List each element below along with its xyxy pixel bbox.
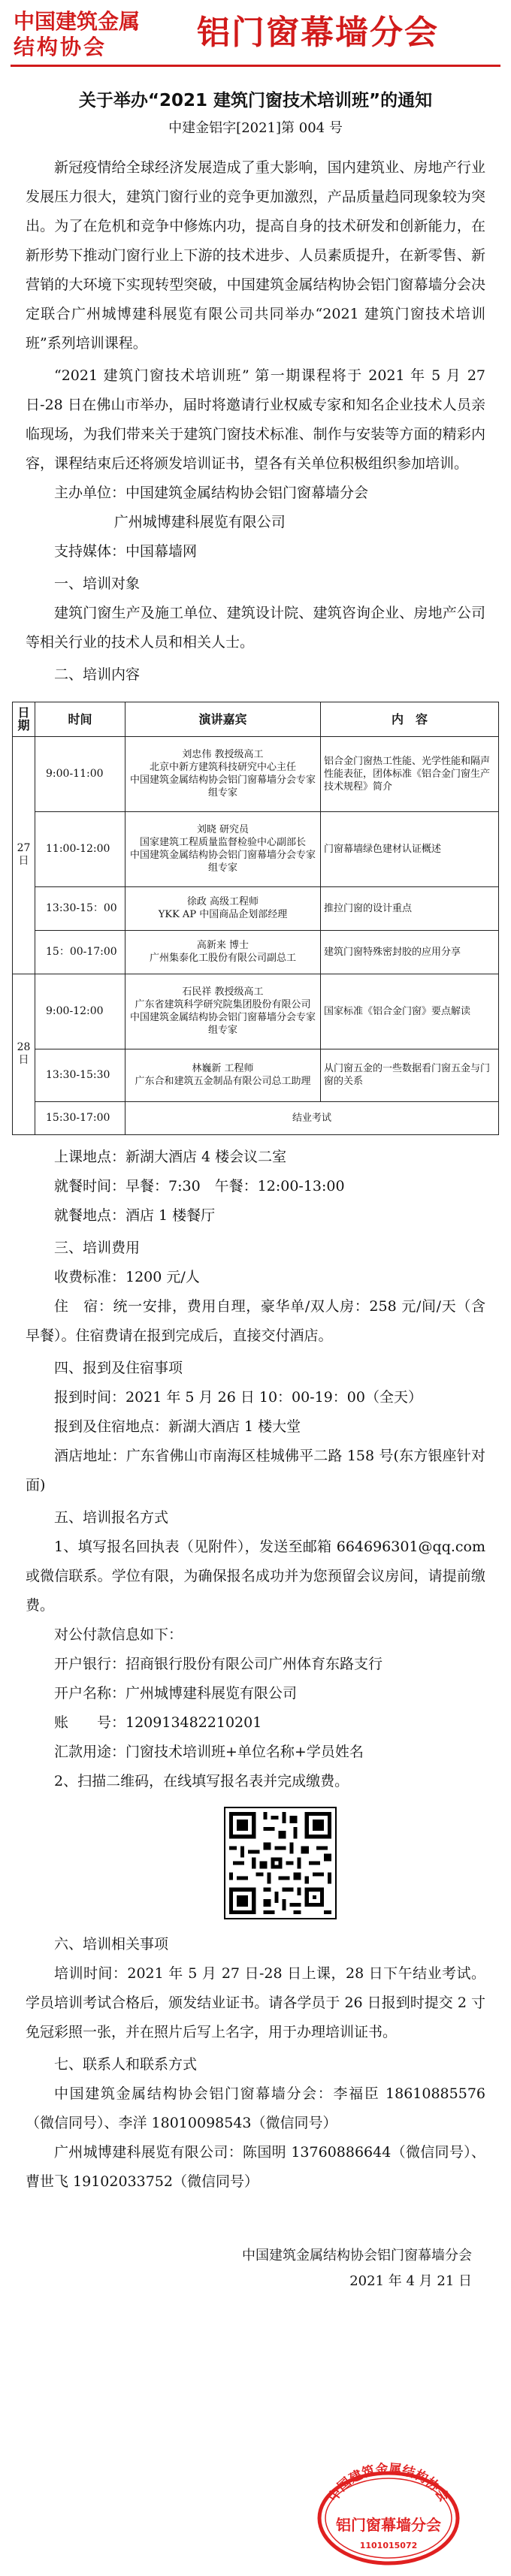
section-contact-title: 七、联系人和联系方式 [54,2055,198,2073]
signature-block [0,2243,511,2294]
letterhead [0,0,511,69]
section-fee-title: 三、培训费用 [54,1239,141,1256]
fee-standard: 收费标准：1200 元/人 [54,1268,200,1285]
topic-cell: 门窗幕墙绿色建材认证概述 [321,811,499,886]
signup-step-2: 2、扫描二维码，在线填写报名表并完成缴费。 [54,1772,349,1789]
topic-cell: 建筑门窗特殊密封胶的应用分享 [321,930,499,974]
payment-remark: 汇款用途：门窗技术培训班+单位名称+学员姓名 [54,1743,364,1760]
official-seal [310,2455,467,2566]
header-content: 内 容 [321,702,499,736]
topic-cell: 推拉门窗的设计重点 [321,886,499,930]
day-28-cell: 28日 [13,974,35,1134]
document-number: 中建金铝字[2021]第 004 号 [168,119,343,136]
contact-2: 广州城博建科展览有限公司：陈国明 13760886644（微信同号）、曹世飞 19102033752（微信同号） [26,2143,485,2190]
speaker-cell [125,886,321,930]
speaker-line: 广州集泰化工股份有限公司副总工 [149,953,296,965]
speaker-line: 高新来 博士 [196,940,249,952]
speaker-cell [125,930,321,974]
seal-arc-text [325,2461,452,2505]
table-row [13,1049,499,1101]
intro-paragraph-2: “2021 建筑门窗技术培训班” 第一期课程将于 2021 年 5 月 27 日-28 日在佛山市举办，届时将邀请行业权威专家和知名企业技术人员亲临现场，为我们带来关于建筑门窗技术标准、制作与安装等方面的精彩内容，课程结束后还将颁发培训证书，望各有关单位积极组织参加培训。 [26,367,485,472]
day-27-cell: 27日 [13,736,35,974]
association-name-line2: 结构协会 [14,35,107,59]
contact-1: 中国建筑金属结构协会铝门窗幕墙分会：李福臣 18610885576（微信同号）、李洋 18010098543（微信同号） [26,2085,485,2131]
speaker-line: 刘晓 研究员 [196,824,249,836]
schedule-table [12,702,499,1135]
organizer-line [26,479,485,508]
section-signup-title: 五、培训报名方式 [54,1508,169,1526]
header-divider [11,65,500,67]
speaker-line: 石民祥 教授级高工 [182,986,264,998]
speaker-line: 刘忠伟 教授级高工 [182,749,264,761]
time-cell: 13:30-15:30 [35,1049,125,1101]
seal-arc-textpath: 中国建筑金属结构协会 [325,2461,452,2505]
qr-code-graphic [225,1808,335,1918]
meal-time: 就餐时间：早餐：7:30 午餐：12:00-13:00 [54,1177,345,1194]
seal-center-text: 铝门窗幕墙分会 [336,2516,441,2534]
meal-place: 就餐地点：酒店 1 楼餐厅 [54,1206,216,1224]
schedule-header-row [13,702,499,736]
header-time: 时间 [35,702,125,736]
time-cell: 9:00-11:00 [35,736,125,811]
topic-cell: 从门窗五金的一些数据看门窗五金与门窗的关系 [321,1049,499,1101]
organizer-label: 主办单位： [54,484,126,501]
hotel-address: 酒店地址：广东省佛山市南海区桂城佛平二路 158 号(东方银座针对面) [26,1447,485,1493]
section-audience-title: 一、培训对象 [54,575,141,592]
support-media: 支持媒体：中国幕墙网 [54,542,198,560]
venue-location: 上课地点：新湖大酒店 4 楼会议二室 [54,1148,287,1165]
table-row [13,811,499,886]
speaker-line: 中国建筑金属结构协会铝门窗幕墙分会专家组专家 [129,1012,316,1037]
branch-name: 铝门窗幕墙分会 [197,14,439,52]
registration-qr-code[interactable] [224,1807,337,1919]
notice-body-continued [0,1143,511,1796]
signature-date: 2021 年 4 月 21 日 [349,2272,472,2289]
speaker-line: YKK AP 中国商品企划部经理 [158,909,288,921]
header-speaker: 演讲嘉宾 [125,702,321,736]
table-row [13,736,499,811]
time-cell: 9:00-12:00 [35,974,125,1049]
association-name [14,9,186,60]
topic-cell: 结业考试 [125,1101,499,1134]
section-audience-body: 建筑门窗生产及施工单位、建筑设计院、建筑咨询企业、房地产公司等相关行业的技术人员和相关人士。 [26,604,485,651]
topic-cell: 国家标准《铝合金门窗》要点解读 [321,974,499,1049]
speaker-cell [125,736,321,811]
speaker-cell [125,1049,321,1101]
time-cell: 11:00-12:00 [35,811,125,886]
table-row [13,886,499,930]
topic-cell: 铝合金门窗热工性能、光学性能和隔声性能表征，团体标准《铝合金门窗生产技术规程》简介 [321,736,499,811]
speaker-line: 广东合和建筑五金制品有限公司总工助理 [135,1076,311,1088]
table-row [13,974,499,1049]
time-cell: 15:30-17:00 [35,1101,125,1134]
notice-title: 关于举办“2021 建筑门窗技术培训班”的通知 [78,91,433,110]
notice-body [0,153,511,690]
section-content-title: 二、培训内容 [54,666,141,683]
association-name-line1: 中国建筑金属 [14,9,141,34]
organizer-2: 广州城博建科展览有限公司 [113,513,286,530]
bank-name: 开户银行：招商银行股份有限公司广州体育东路支行 [54,1655,383,1672]
speaker-line: 国家建筑工程质量监督检验中心副部长 [139,837,306,849]
seal-code: 1101015072 [359,2541,418,2550]
speaker-cell [125,974,321,1049]
account-name: 开户名称：广州城博建科展览有限公司 [54,1684,298,1702]
speaker-line: 中国建筑金属结构协会铝门窗幕墙分会专家组专家 [129,850,316,874]
time-cell: 13:30-15：00 [35,886,125,930]
speaker-line: 广东省建筑科学研究院集团股份有限公司 [135,999,311,1011]
notice-body-final [0,1930,511,2197]
section-registration-title: 四、报到及住宿事项 [54,1359,183,1376]
speaker-line: 林巍新 工程师 [192,1063,254,1075]
registration-place: 报到及住宿地点：新湖大酒店 1 楼大堂 [54,1418,301,1435]
lodging-info: 住 宿：统一安排，费用自理，豪华单/双人房：258 元/间/天（含早餐）。住宿费请在报到完成后，直接交付酒店。 [26,1297,485,1344]
payment-info-title: 对公付款信息如下： [54,1626,183,1643]
organizer-1: 中国建筑金属结构协会铝门窗幕墙分会 [125,484,369,501]
speaker-line: 徐政 高级工程师 [186,896,259,908]
time-cell: 15：00-17:00 [35,930,125,974]
speaker-line: 北京中新方建筑科技研究中心主任 [149,762,296,774]
table-row [13,930,499,974]
header-date: 日期 [13,702,35,736]
table-row [13,1101,499,1134]
intro-paragraph-1: 新冠疫情给全球经济发展造成了重大影响，国内建筑业、房地产行业发展压力很大，建筑门窗行业的竞争更加激烈，产品质量趋同现象较为突出。为了在危机和竞争中修炼内功，提高自身的技术研发和创新能力，在新形势下推动门窗行业上下游的技术进步、人员素质提升，在新零售、新营销的大环境下实现转型突破，中国建筑金属结构协会铝门窗幕墙分会决定联合广州城博建科展览有限公司共同举办“2021 建筑门窗技术培训班”系列培训课程。 [26,159,485,352]
signature-org: 中国建筑金属结构协会铝门窗幕墙分会 [242,2247,472,2263]
speaker-cell [125,811,321,886]
account-number: 账 号：120913482210201 [54,1714,262,1731]
notes-body: 培训时间：2021 年 5 月 27 日-28 日上课，28 日下午结业考试。学员培训考试合格后，颁发结业证书。请各学员于 26 日报到时提交 2 寸免冠彩照一张，并在照片后写上名字，用于办理培训证书。 [26,1964,485,2040]
signup-step-1: 1、填写报名回执表（见附件），发送至邮箱 664696301@qq.com 或微信联系。学位有限，为确保报名成功并为您预留会议房间，请提前缴费。 [26,1538,485,1614]
registration-time: 报到时间：2021 年 5 月 26 日 10：00-19：00（全天） [54,1388,422,1406]
speaker-line: 中国建筑金属结构协会铝门窗幕墙分会专家组专家 [129,775,316,799]
section-notes-title: 六、培训相关事项 [54,1935,169,1952]
